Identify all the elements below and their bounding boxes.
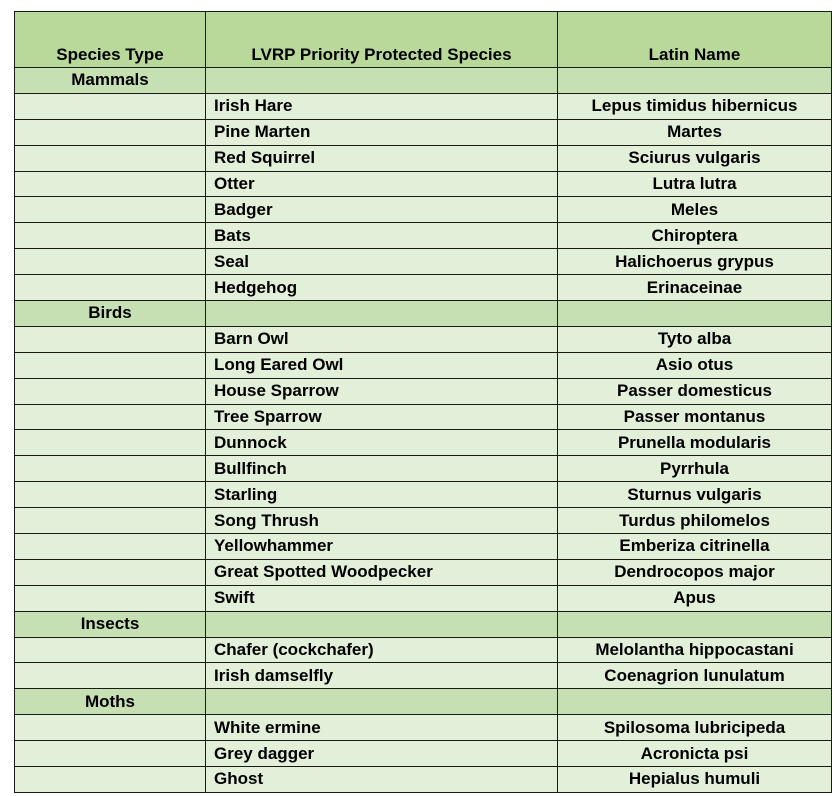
common-name-cell: Bats: [206, 223, 558, 249]
species-type-empty-cell: [15, 430, 206, 456]
species-type-cell: Insects: [15, 611, 206, 637]
common-name-cell: Barn Owl: [206, 326, 558, 352]
table-row: [15, 767, 832, 793]
species-type-empty-cell: [15, 767, 206, 793]
species-type-empty-cell: [15, 663, 206, 689]
species-type-empty-cell: [15, 378, 206, 404]
species-type-empty-cell: [15, 404, 206, 430]
species-type-empty-cell: [15, 275, 206, 301]
latin-name-cell: Coenagrion lunulatum: [558, 663, 832, 689]
latin-name-cell: Turdus philomelos: [558, 508, 832, 534]
species-type-empty-cell: [15, 171, 206, 197]
latin-name-cell: Apus: [558, 585, 832, 611]
latin-name-cell: Halichoerus grypus: [558, 249, 832, 275]
table-row: [15, 456, 832, 482]
table-row: [15, 585, 832, 611]
latin-name-cell: Chiroptera: [558, 223, 832, 249]
group-row: [15, 611, 832, 637]
latin-name-cell: Martes: [558, 119, 832, 145]
species-type-empty-cell: [15, 741, 206, 767]
group-row: [15, 689, 832, 715]
latin-name-cell: Acronicta psi: [558, 741, 832, 767]
species-type-empty-cell: [15, 508, 206, 534]
species-type-empty-cell: [15, 93, 206, 119]
table-row: [15, 326, 832, 352]
latin-name-cell: Lutra lutra: [558, 171, 832, 197]
table-row: [15, 482, 832, 508]
common-name-cell: House Sparrow: [206, 378, 558, 404]
species-table: [14, 11, 832, 793]
table-header-row: [15, 12, 832, 68]
latin-name-cell: Erinaceinae: [558, 275, 832, 301]
species-type-cell: Moths: [15, 689, 206, 715]
common-name-cell: Badger: [206, 197, 558, 223]
species-type-empty-cell: [15, 637, 206, 663]
table-row: [15, 404, 832, 430]
species-type-empty-cell: [15, 482, 206, 508]
species-type-empty-cell: [15, 715, 206, 741]
common-name-cell: Dunnock: [206, 430, 558, 456]
common-name-cell: Irish Hare: [206, 93, 558, 119]
latin-name-cell: Sturnus vulgaris: [558, 482, 832, 508]
group-empty-cell: [206, 689, 558, 715]
table-row: [15, 378, 832, 404]
column-header-priority-species: LVRP Priority Protected Species: [206, 12, 558, 68]
common-name-cell: Great Spotted Woodpecker: [206, 559, 558, 585]
species-type-empty-cell: [15, 585, 206, 611]
latin-name-cell: Asio otus: [558, 352, 832, 378]
latin-name-cell: Spilosoma lubricipeda: [558, 715, 832, 741]
latin-name-cell: Lepus timidus hibernicus: [558, 93, 832, 119]
table-row: [15, 93, 832, 119]
common-name-cell: Irish damselfly: [206, 663, 558, 689]
latin-name-cell: Meles: [558, 197, 832, 223]
species-type-empty-cell: [15, 326, 206, 352]
latin-name-cell: Emberiza citrinella: [558, 534, 832, 560]
table-row: [15, 197, 832, 223]
table-body: [15, 68, 832, 793]
latin-name-cell: Dendrocopos major: [558, 559, 832, 585]
table-row: [15, 352, 832, 378]
group-empty-cell: [558, 68, 832, 94]
table-row: [15, 119, 832, 145]
common-name-cell: Pine Marten: [206, 119, 558, 145]
table-row: [15, 715, 832, 741]
common-name-cell: Grey dagger: [206, 741, 558, 767]
common-name-cell: Ghost: [206, 767, 558, 793]
common-name-cell: Long Eared Owl: [206, 352, 558, 378]
group-empty-cell: [558, 611, 832, 637]
common-name-cell: Song Thrush: [206, 508, 558, 534]
common-name-cell: Yellowhammer: [206, 534, 558, 560]
latin-name-cell: Hepialus humuli: [558, 767, 832, 793]
common-name-cell: Starling: [206, 482, 558, 508]
latin-name-cell: Pyrrhula: [558, 456, 832, 482]
table-row: [15, 741, 832, 767]
table-row: [15, 559, 832, 585]
latin-name-cell: Passer domesticus: [558, 378, 832, 404]
species-type-empty-cell: [15, 249, 206, 275]
latin-name-cell: Tyto alba: [558, 326, 832, 352]
table-row: [15, 430, 832, 456]
column-header-latin-name: Latin Name: [558, 12, 832, 68]
species-type-empty-cell: [15, 352, 206, 378]
species-type-empty-cell: [15, 119, 206, 145]
common-name-cell: Tree Sparrow: [206, 404, 558, 430]
column-header-species-type: Species Type: [15, 12, 206, 68]
species-type-empty-cell: [15, 456, 206, 482]
species-type-cell: Birds: [15, 301, 206, 327]
table-row: [15, 534, 832, 560]
latin-name-cell: Prunella modularis: [558, 430, 832, 456]
latin-name-cell: Melolantha hippocastani: [558, 637, 832, 663]
common-name-cell: Red Squirrel: [206, 145, 558, 171]
table-row: [15, 249, 832, 275]
group-row: [15, 68, 832, 94]
table-row: [15, 145, 832, 171]
common-name-cell: Hedgehog: [206, 275, 558, 301]
group-row: [15, 301, 832, 327]
species-type-empty-cell: [15, 534, 206, 560]
group-empty-cell: [206, 611, 558, 637]
species-type-cell: Mammals: [15, 68, 206, 94]
table-row: [15, 508, 832, 534]
table-row: [15, 663, 832, 689]
common-name-cell: Otter: [206, 171, 558, 197]
common-name-cell: Seal: [206, 249, 558, 275]
table-row: [15, 223, 832, 249]
table-row: [15, 171, 832, 197]
table-row: [15, 275, 832, 301]
common-name-cell: Bullfinch: [206, 456, 558, 482]
common-name-cell: White ermine: [206, 715, 558, 741]
group-empty-cell: [558, 301, 832, 327]
group-empty-cell: [206, 68, 558, 94]
common-name-cell: Swift: [206, 585, 558, 611]
species-type-empty-cell: [15, 197, 206, 223]
common-name-cell: Chafer (cockchafer): [206, 637, 558, 663]
latin-name-cell: Sciurus vulgaris: [558, 145, 832, 171]
species-type-empty-cell: [15, 559, 206, 585]
latin-name-cell: Passer montanus: [558, 404, 832, 430]
group-empty-cell: [558, 689, 832, 715]
table-row: [15, 637, 832, 663]
group-empty-cell: [206, 301, 558, 327]
species-type-empty-cell: [15, 145, 206, 171]
species-type-empty-cell: [15, 223, 206, 249]
